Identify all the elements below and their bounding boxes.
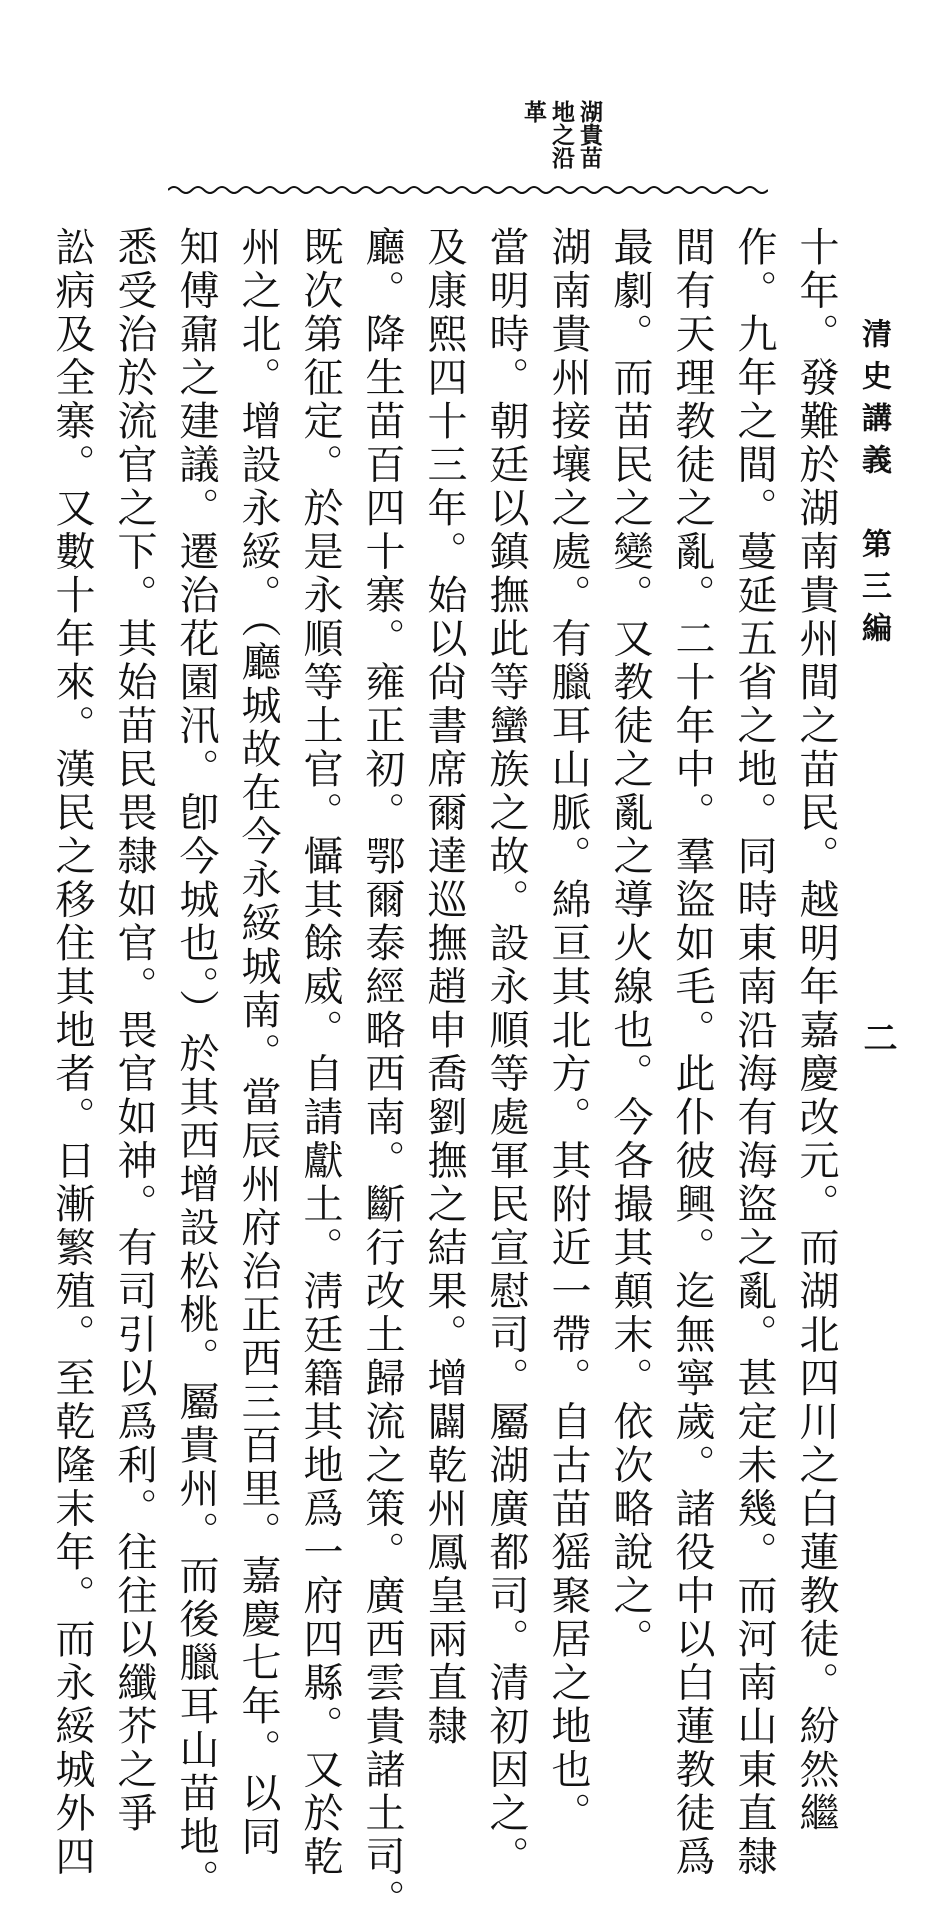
text-column: 湖南貴州接壤之處。有臘耳山脈。綿亘其北方。其附近一帶。自古苗猺聚居之地也。 (545, 226, 591, 1836)
section-heading-line: 革 (520, 100, 547, 123)
book-title: 清史講義 (856, 318, 891, 486)
text-column: 州之北。增設永綏。（廳城故在今永綏城南。當辰州府治正西三百里。嘉慶七年。以同 (235, 226, 281, 1859)
part-number: 第三編 (856, 528, 891, 654)
section-heading-line: 地之沿 (548, 100, 575, 169)
text-column: 廳。降生苗百四十寨。雍正初。鄂爾泰經略西南。斷行改土歸流之策。廣西雲貴諸土司。 (359, 226, 405, 1923)
text-column: 知傅鼐之建議。遷治花園汛。卽今城也。）於其西增設松桃。屬貴州。而後臘耳山苗地。 (173, 226, 219, 1903)
ornamental-rule (168, 180, 768, 200)
text-column: 訟病及全寨。又數十年來。漢民之移住其地者。日漸繁殖。至乾隆末年。而永綏城外四 (49, 226, 95, 1879)
text-column: 作。九年之間。蔓延五省之地。同時東南沿海有海盜之亂。甚定未幾。而河南山東直隸 (731, 226, 777, 1879)
running-header (856, 318, 891, 654)
text-column: 當明時。朝廷以鎮撫此等蠻族之故。設永順等處軍民宣慰司。屬湖廣都司。清初因之。 (483, 226, 529, 1879)
text-column: 十年。發難於湖南貴州間之苗民。越明年嘉慶改元。而湖北四川之白蓮教徒。紛然繼 (793, 226, 839, 1836)
text-column: 悉受治於流官之下。其始苗民畏隸如官。畏官如神。有司引以爲利。往往以纖芥之爭 (111, 226, 157, 1836)
text-column: 既次第征定。於是永順等土官。懾其餘威。自請獻土。淸廷籍其地爲一府四縣。又於乾 (297, 226, 343, 1879)
text-column: 最劇。而苗民之變。又教徒之亂之導火線也。今各撮其顛末。依次略說之。 (607, 226, 653, 1662)
section-heading (512, 100, 602, 190)
section-heading-line: 湖貴苗 (576, 100, 603, 169)
text-column: 及康熙四十三年。始以尙書席爾達巡撫趙申喬劉撫之結果。增闢乾州鳳皇兩直隸 (421, 226, 467, 1749)
text-column: 間有天理教徒之亂。二十年中。羣盜如毛。此仆彼興。迄無寧歲。諸役中以白蓮教徒爲 (669, 226, 715, 1879)
page-number: 二 (857, 1020, 897, 1054)
